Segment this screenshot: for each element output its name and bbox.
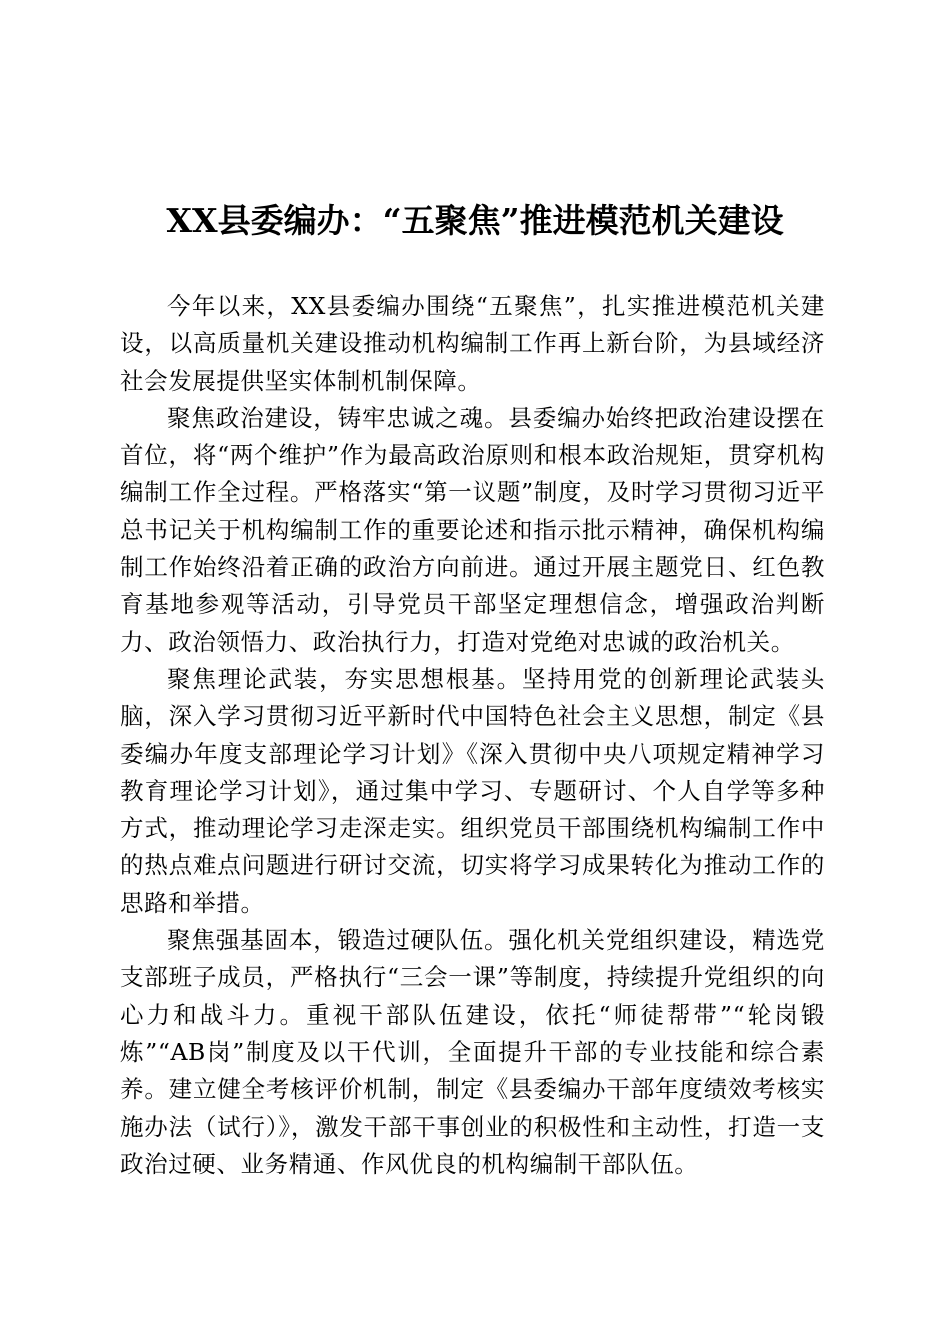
document-body bbox=[120, 288, 825, 1183]
document-title: XX县委编办：“五聚焦”推进模范机关建设 bbox=[166, 201, 784, 240]
paragraph-intro: 今年以来，XX县委编办围绕“五聚焦”，扎实推进模范机关建设，以高质量机关建设推动机构编制工作再上新台阶，为县域经济社会发展提供坚实体制机制保障。 bbox=[120, 292, 825, 395]
paragraph-theory-study: 聚焦理论武装，夯实思想根基。坚持用党的创新理论武装头脑，深入学习贯彻习近平新时代中国特色社会主义思想，制定《县委编办年度支部理论学习计划》《深入贯彻中央八项规定精神学习教育理论学习计划》，通过集中学习、专题研讨、个人自学等多种方式，推动理论学习走深走实。组织党员干部围绕机构编制工作中的热点难点问题进行研讨交流，切实将学习成果转化为推动工作的思路和举措。 bbox=[120, 664, 825, 917]
paragraph-political-building: 聚焦政治建设，铸牢忠诚之魂。县委编办始终把政治建设摆在首位，将“两个维护”作为最高政治原则和根本政治规矩，贯穿机构编制工作全过程。严格落实“第一议题”制度，及时学习贯彻习近平总书记关于机构编制工作的重要论述和指示批示精神，确保机构编制工作始终沿着正确的政治方向前进。通过开展主题党日、红色教育基地参观等活动，引导党员干部坚定理想信念，增强政治判断力、政治领悟力、政治执行力，打造对党绝对忠诚的政治机关。 bbox=[120, 403, 825, 656]
paragraph-team-building: 聚焦强基固本，锻造过硬队伍。强化机关党组织建设，精选党支部班子成员，严格执行“三会一课”等制度，持续提升党组织的向心力和战斗力。重视干部队伍建设，依托“师徒帮带”“轮岗锻炼”“AB岗”制度及以干代训，全面提升干部的专业技能和综合素养。建立健全考核评价机制，制定《县委编办干部年度绩效考核实施办法（试行）》，激发干部干事创业的积极性和主动性，打造一支政治过硬、业务精通、作风优良的机构编制干部队伍。 bbox=[120, 926, 825, 1178]
